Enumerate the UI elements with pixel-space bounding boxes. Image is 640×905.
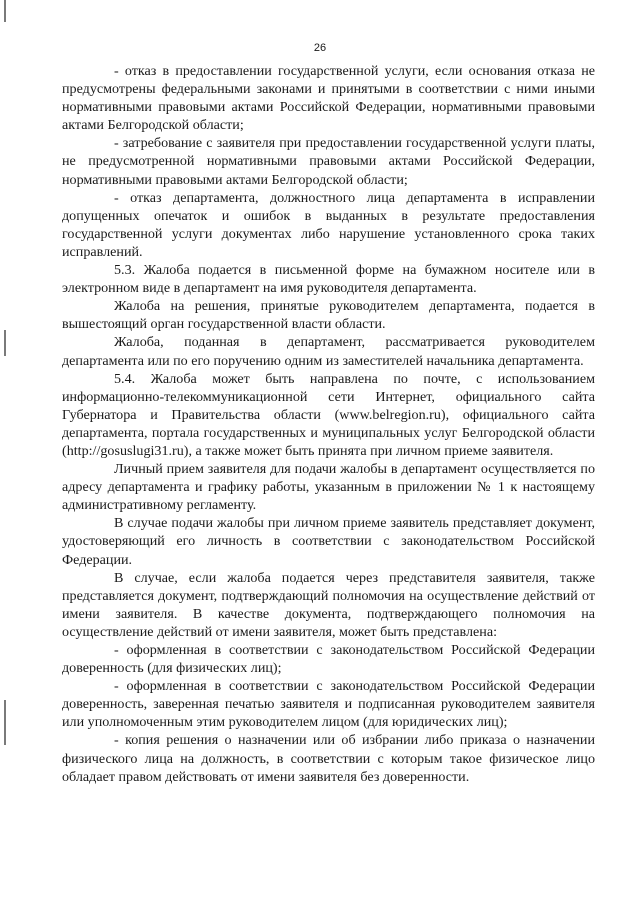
paragraph-correction-refusal: - отказ департамента, должностного лица департамента в исправлении допущенных опечаток и ошибок в выданных в результате предоставления государственной услуги документах либо нарушение установленного срока таких исправлений.: [62, 189, 595, 260]
paragraph-5-3: 5.3. Жалоба подается в письменной форме на бумажном носителе или в электронном виде в департамент на имя руководителя департамента.: [62, 262, 595, 297]
paragraph-refusal-grounds: - отказ в предоставлении государственной услуги, если основания отказа не предусмотрены федеральными законами и принятыми в соответствии с ними иными нормативными правовыми актами Российской Федерации, нормативными правовыми актами Белгородской области;: [62, 63, 595, 134]
scan-margin-mark-middle: [4, 330, 6, 356]
document-body: [62, 62, 595, 786]
scan-margin-mark-bottom: [4, 700, 6, 745]
paragraph-representative: В случае, если жалоба подается через представителя заявителя, также представляется документ, подтверждающий полномочия на осуществление действий от имени заявителя. В качестве документа, подтверждающего полномочия на осуществление действий от имени заявителя, может быть представлена:: [62, 569, 595, 640]
list-item-appointment-copy: - копия решения о назначении или об избрании либо приказа о назначении физического лица на должность, в соответствии с которым такое физическое лицо обладает правом действовать от имени заявителя без доверенности.: [62, 732, 595, 785]
scan-margin-mark-top: [4, 0, 6, 22]
list-item-legal-entities: - оформленная в соответствии с законодательством Российской Федерации доверенность, заверенная печатью заявителя и подписанная руководителем заявителя или уполномоченным этим руководителем лицом (для юридических лиц);: [62, 678, 595, 731]
paragraph-fee-demand: - затребование с заявителя при предоставлении государственной услуги платы, не предусмотренной нормативными правовыми актами Российской Федерации, нормативными правовыми актами Белгородской области;: [62, 135, 595, 188]
paragraph-personal-reception: Личный прием заявителя для подачи жалобы в департамент осуществляется по адресу департамента и графику работы, указанным в приложении № 1 к настоящему административному регламенту.: [62, 461, 595, 514]
list-item-individuals: - оформленная в соответствии с законодательством Российской Федерации доверенность (для физических лиц);: [62, 642, 595, 677]
paragraph-complaint-review: Жалоба, поданная в департамент, рассматривается руководителем департамента или по его поручению одним из заместителей начальника департамента.: [62, 334, 595, 369]
paragraph-5-4: 5.4. Жалоба может быть направлена по почте, с использованием информационно-телекоммуникационной сети Интернет, официального сайта Губернатора и Правительства области (www.belregion.ru), официального сайта департамента, портала государственных и муниципальных услуг Белгородской области (http://gosuslugi31.ru), а также может быть принята при личном приеме заявителя.: [62, 370, 595, 459]
paragraph-head-decisions: Жалоба на решения, принятые руководителем департамента, подается в вышестоящий орган государственной власти области.: [62, 298, 595, 333]
paragraph-identity-document: В случае подачи жалобы при личном приеме заявитель представляет документ, удостоверяющий его личность в соответствии с законодательством Российской Федерации.: [62, 515, 595, 568]
page-number: 26: [313, 42, 327, 54]
